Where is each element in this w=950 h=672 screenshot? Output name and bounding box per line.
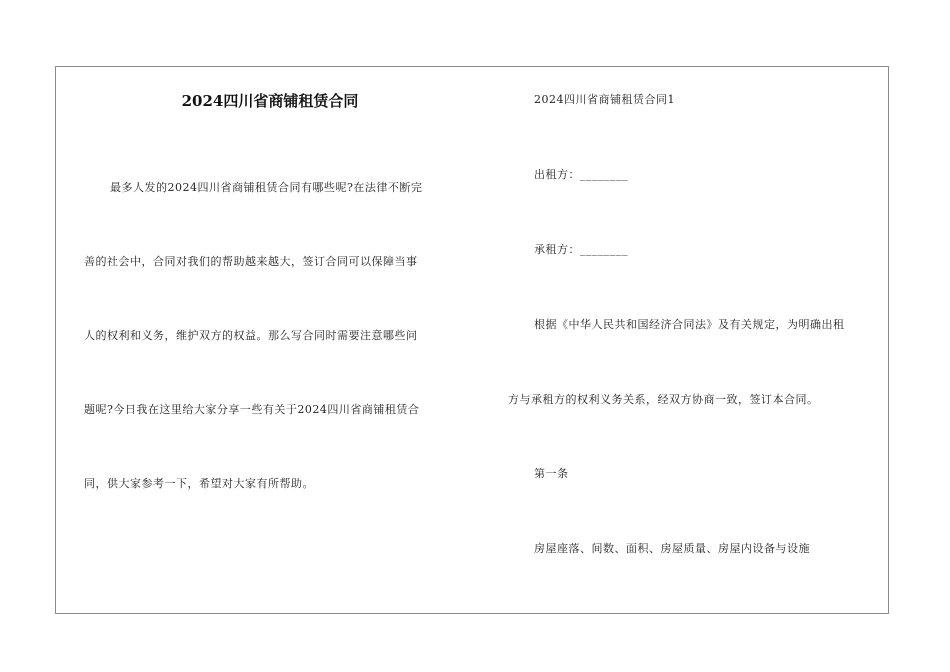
intro-line: 题呢?今日我在这里给大家分享一些有关于2024四川省商铺租赁合 — [84, 403, 420, 416]
intro-line: 人的权利和义务，维护双方的权益。那么写合同时需要注意哪些问 — [84, 329, 418, 342]
contract-heading: 2024四川省商铺租赁合同1 — [534, 93, 675, 106]
intro-line: 善的社会中，合同对我们的帮助越来越大，签订合同可以保障当事 — [84, 255, 418, 268]
intro-line: 最多人发的2024四川省商铺租赁合同有哪些呢?在法律不断完 — [110, 181, 423, 194]
document-title: 2024四川省商铺租赁合同 — [181, 92, 359, 110]
preamble-line: 方与承租方的权利义务关系，经双方协商一致，签订本合同。 — [508, 393, 819, 406]
lessee-field: 承租方：________ — [534, 243, 628, 256]
intro-paragraph — [84, 151, 456, 521]
lessor-field: 出租方：________ — [534, 168, 628, 181]
preamble-line: 根据《中华人民共和国经济合同法》及有关规定，为明确出租 — [534, 318, 845, 331]
article-heading: 第一条 — [534, 467, 569, 480]
article-text: 房屋座落、间数、面积、房屋质量、房屋内设备与设施 — [534, 542, 810, 555]
intro-line: 同，供大家参考一下，希望对大家有所帮助。 — [84, 477, 314, 490]
